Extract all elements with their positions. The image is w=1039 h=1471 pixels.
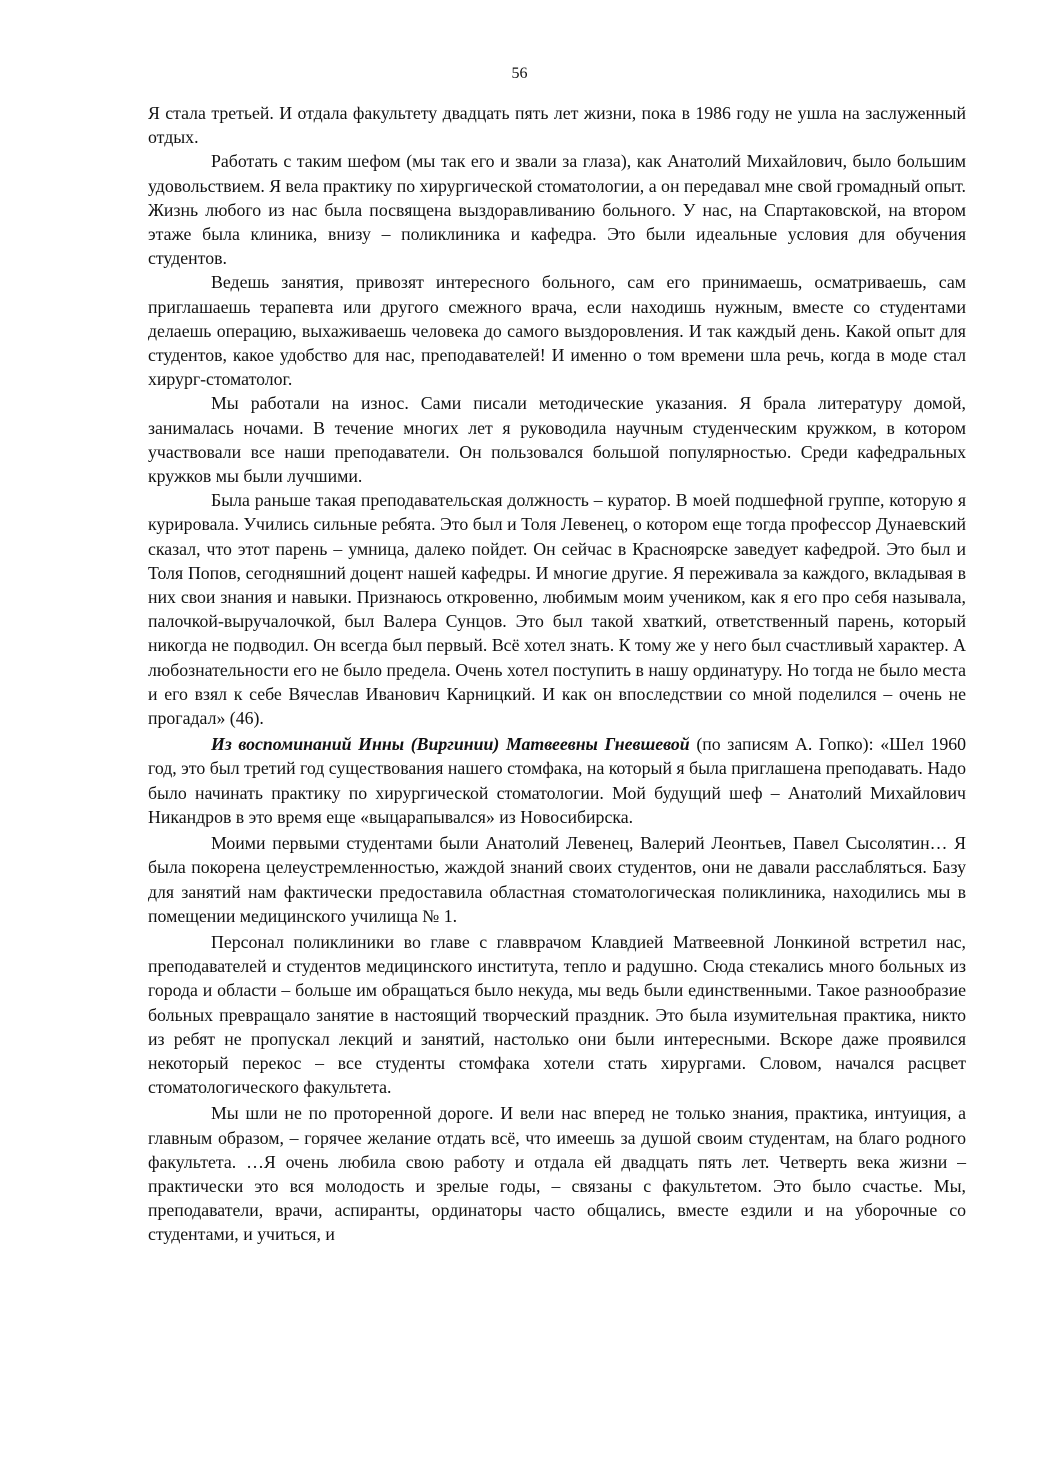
paragraph-8: Персонал поликлиники во главе с главврачом Клавдией Матвеевной Лонкиной встретил нас, преподавателей и студентов медицинского института, тепло и радушно. Сюда стекались много больных из города и области – больше им обращаться было некуда, мы ведь были единственными. Такое разнообразие больных превращало занятие в настоящий творческий праздник. Это была изумительная практика, никто из ребят не пропускал лекций и занятий, настолько они были интересными. Вскоре даже проявился некоторый перекос – все студенты стомфака хотели стать хирургами. Словом, начался расцвет стоматологического факультета.: [148, 931, 966, 1098]
paragraph-2: Работать с таким шефом (мы так его и звали за глаза), как Анатолий Михайлович, было большим удовольствием. Я вела практику по хирургической стоматологии, а он передавал мне свой громадный опыт. Жизнь любого из нас была посвящена выздоравливанию больного. У нас, на Спартаковской, на втором этаже была клиника, внизу – поликлиника и кафедра. Это были идеальные условия для обучения студентов.: [148, 151, 966, 269]
page-number: 56: [511, 65, 528, 82]
paragraph-5: Была раньше такая преподавательская должность – куратор. В моей подшефной группе, которую я курировала. Учились сильные ребята. Это был и Толя Левенец, о котором еще тогда профессор Дунаевский сказал, что этот парень – умница, далеко пойдет. Он сейчас в Красноярске заведует кафедрой. Это был и Толя Попов, сегодняшний доцент нашей кафедры. И многие другие. Я переживала за каждого, вкладывая в них свои знания и навыки. Признаюсь откровенно, любимым моим учеником, как я его про себя называла, палочкой-выручалочкой, был Валера Сунцов. Это был такой хваткий, ответственный парень, который никогда не подводил. Он всегда был первый. Всё хотел знать. К тому же у него был счастливый характер. А любознательности его не было предела. Очень хотел поступить в нашу ординатуру. Но тогда не было места и его взял к себе Вячеслав Иванович Карницкий. И как он впоследствии со мной поделился – очень не прогадал» (46).: [148, 490, 966, 729]
paragraph-7: Моими первыми студентами были Анатолий Левенец, Валерий Леонтьев, Павел Сысолятин… Я была покорена целеустремленностью, жаждой знаний своих студентов, они не давали расслабляться. Базу для занятий нам фактически предоставила областная стоматологическая поликлиника, находились мы в помещении медицинского училища № 1.: [148, 833, 966, 926]
body-text: [148, 101, 966, 1247]
paragraph-9: Мы шли не по проторенной дороге. И вели нас вперед не только знания, практика, интуиция, а главным образом, – горячее желание отдать всё, что имеешь за душой своим студентам, на благо родного факультета. …Я очень любила свою работу и отдала ей двадцать пять лет. Четверть века жизни – практически это вся молодость и зрелые годы, – связаны с факультетом. Это было счастье. Мы, преподаватели, врачи, аспиранты, ординаторы часто общались, вместе ездили и на уборочные со студентами, и учиться, и: [148, 1103, 966, 1245]
paragraph-6-text: (по записям А. Гопко): «Шел 1960 год, это был третий год существования нашего стомфака, на который я была приглашена преподавать. Надо было начинать практику по хирургической стоматологии. Мой будущий шеф – Анатолий Михайлович Никандров в это время еще «выцарапывался» из Новосибирска.: [148, 734, 967, 827]
memoir-source-heading: Из воспоминаний Инны (Виргинии) Матвеевны Гневшевой: [211, 734, 690, 755]
paragraph-4: Мы работали на износ. Сами писали методические указания. Я брала литературу домой, занималась ночами. В течение многих лет я руководила научным студенческим кружком, в котором участвовали все наши преподаватели. Он пользовался большой популярностью. Среди кафедральных кружков мы были лучшими.: [148, 393, 966, 487]
paragraph-6: [148, 732, 966, 829]
paragraph-1: Я стала третьей. И отдала факультету двадцать пять лет жизни, пока в 1986 году не ушла на заслуженный отдых.: [148, 103, 966, 148]
paragraph-3: Ведешь занятия, привозят интересного больного, сам его принимаешь, осматриваешь, сам приглашаешь терапевта или другого смежного врача, если находишь нужным, вместе со студентами делаешь операцию, выхаживаешь человека до самого выздоровления. И так каждый день. Какой опыт для студентов, какое удобство для нас, преподавателей! И именно о том времени шла речь, когда в моде стал хирург-стоматолог.: [148, 272, 966, 390]
